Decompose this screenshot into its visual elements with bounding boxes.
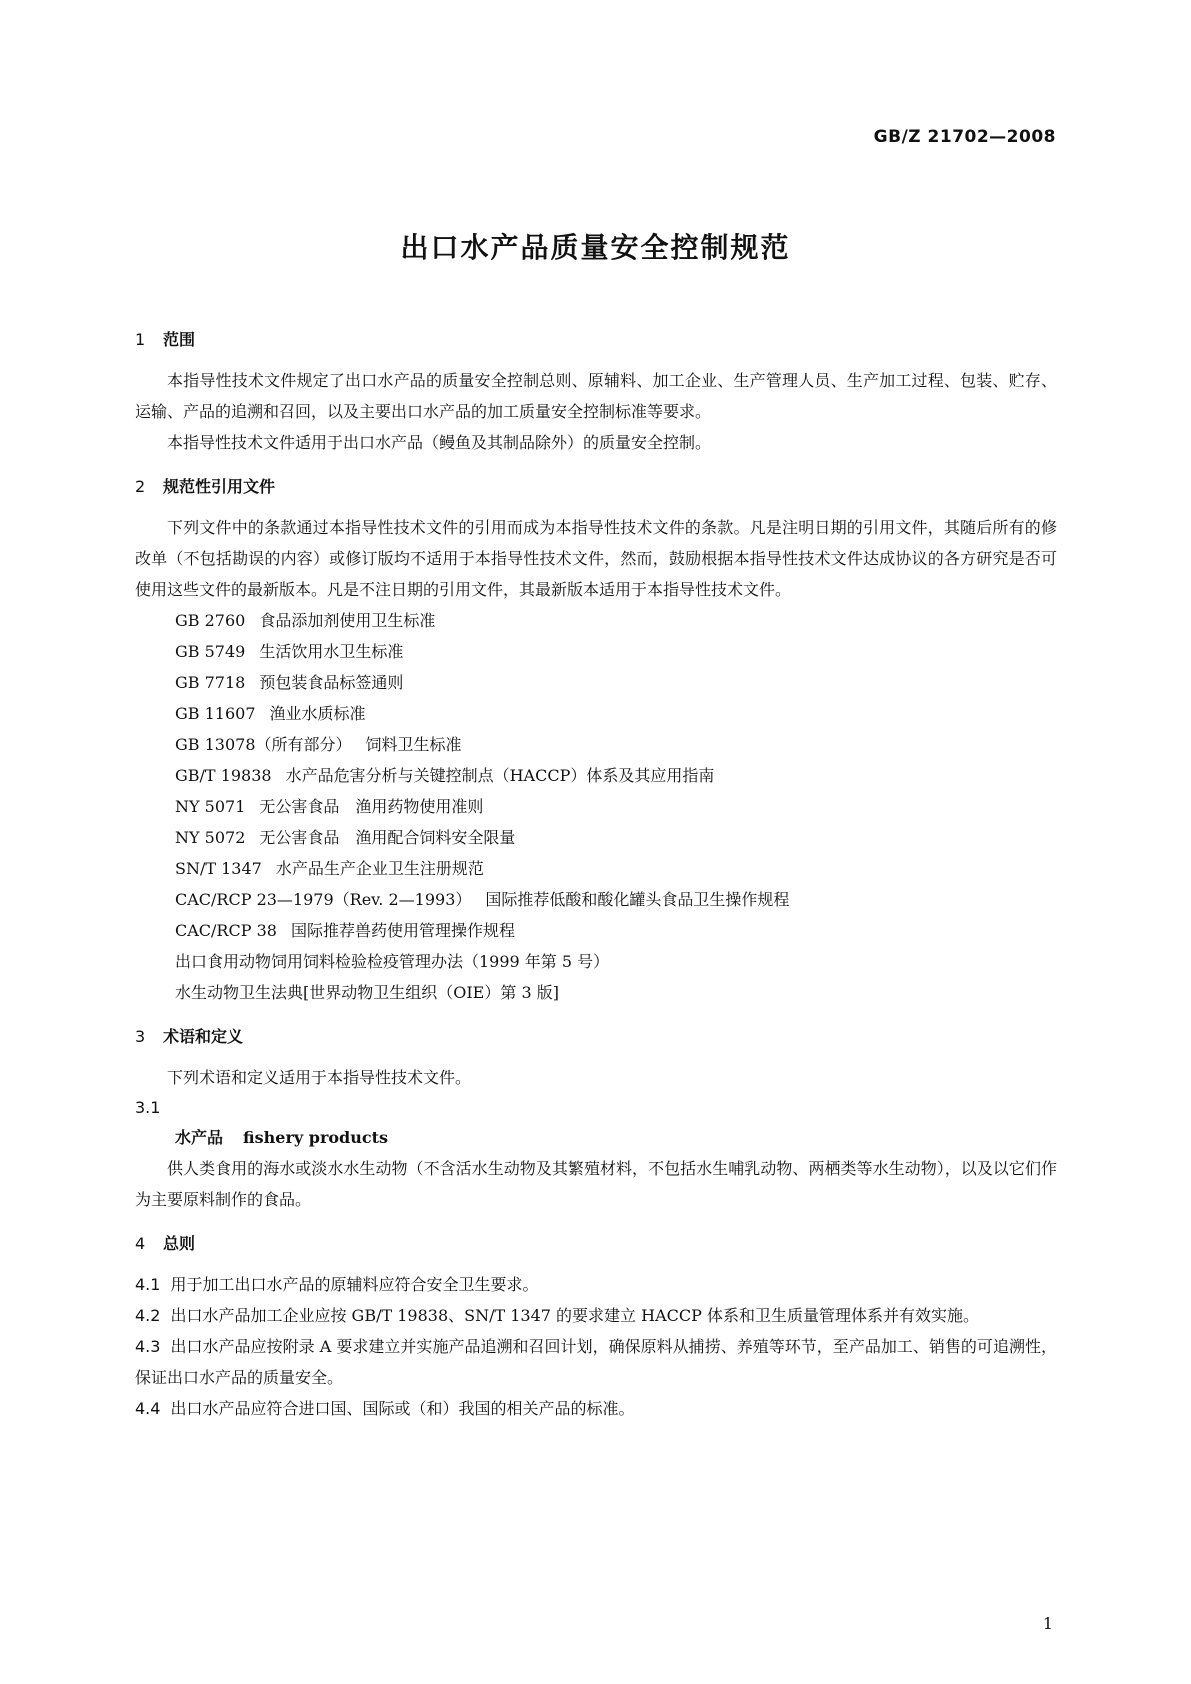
clause-text: 出口水产品应按附录 A 要求建立并实施产品追溯和召回计划，确保原料从捕捞、养殖等环节，至产品加工、销售的可追溯性，保证出口水产品的质量安全。 (135, 1337, 1057, 1387)
reference-item (175, 791, 1057, 822)
subsection-number: 3.1 (135, 1098, 161, 1117)
section-1-heading (135, 325, 1057, 355)
clause-4-2 (135, 1300, 1057, 1331)
section-1-paragraph-1: 本指导性技术文件规定了出口水产品的质量安全控制总则、原辅料、加工企业、生产管理人员、生产加工过程、包装、贮存、运输、产品的追溯和召回，以及主要出口水产品的加工质量安全控制标准等要求。 (135, 371, 1057, 421)
reference-item (175, 760, 1057, 791)
reference-code: GB/T 19838 (175, 766, 272, 785)
document-body (135, 325, 1057, 1424)
standard-code: GB/Z 21702—2008 (873, 127, 1056, 147)
reference-code: NY 5072 (175, 828, 246, 847)
reference-code: GB 5749 (175, 642, 246, 661)
section-1-paragraph-2: 本指导性技术文件适用于出口水产品（鳗鱼及其制品除外）的质量安全控制。 (167, 433, 712, 452)
clause-number: 4.3 (135, 1337, 161, 1356)
reference-code: SN/T 1347 (175, 859, 262, 878)
reference-code: GB 7718 (175, 673, 246, 692)
section-2-heading (135, 472, 1057, 502)
reference-item (175, 636, 1057, 667)
reference-code: CAC/RCP 38 (175, 921, 277, 940)
section-title: 范围 (163, 330, 196, 349)
reference-item (175, 853, 1057, 884)
clause-4-4 (135, 1393, 1057, 1424)
reference-item (175, 915, 1057, 946)
section-number: 1 (135, 330, 146, 349)
document-title: 出口水产品质量安全控制规范 (400, 231, 791, 264)
reference-name: 水产品生产企业卫生注册规范 (275, 859, 484, 878)
reference-code: 水生动物卫生法典[世界动物卫生组织（OIE）第 3 版] (175, 983, 559, 1002)
section-number: 3 (135, 1027, 146, 1046)
reference-name: 水产品危害分析与关键控制点（HACCP）体系及其应用指南 (285, 766, 715, 785)
section-number: 2 (135, 477, 146, 496)
reference-item (175, 605, 1057, 636)
term-entry (135, 1123, 1057, 1153)
reference-list (135, 605, 1057, 1008)
section-3-paragraph-1: 下列术语和定义适用于本指导性技术文件。 (167, 1068, 472, 1087)
section-4-heading (135, 1229, 1057, 1259)
reference-code: 出口食用动物饲用饲料检验检疫管理办法（1999 年第 5 号） (175, 952, 610, 971)
reference-name: 国际推荐低酸和酸化罐头食品卫生操作规程 (485, 890, 790, 909)
reference-item (175, 698, 1057, 729)
section-2-paragraph-1: 下列文件中的条款通过本指导性技术文件的引用而成为本指导性技术文件的条款。凡是注明日期的引用文件，其随后所有的修改单（不包括勘误的内容）或修订版均不适用于本指导性技术文件，然而，鼓励根据本指导性技术文件达成协议的各方研究是否可使用这些文件的最新版本。凡是不注日期的引用文件，其最新版本适用于本指导性技术文件。 (135, 518, 1057, 599)
reference-code: GB 13078（所有部分） (175, 735, 352, 754)
reference-item (175, 822, 1057, 853)
reference-code: GB 2760 (175, 611, 246, 630)
reference-item (175, 946, 1057, 977)
page-number: 1 (1042, 1614, 1053, 1633)
clause-number: 4.2 (135, 1306, 161, 1325)
reference-item (175, 977, 1057, 1008)
reference-name: 无公害食品 渔用药物使用准则 (259, 797, 484, 816)
term-chinese: 水产品 (175, 1128, 224, 1147)
reference-name: 生活饮用水卫生标准 (259, 642, 404, 661)
reference-name: 渔业水质标准 (269, 704, 366, 723)
clause-number: 4.4 (135, 1399, 161, 1418)
reference-name: 饲料卫生标准 (365, 735, 462, 754)
section-title: 规范性引用文件 (163, 477, 276, 496)
clause-text: 出口水产品应符合进口国、国际或（和）我国的相关产品的标准。 (170, 1399, 635, 1418)
section-title: 总则 (163, 1234, 196, 1253)
section-title: 术语和定义 (163, 1027, 244, 1046)
reference-item (175, 884, 1057, 915)
section-number: 4 (135, 1234, 146, 1253)
reference-name: 国际推荐兽药使用管理操作规程 (290, 921, 515, 940)
clause-text: 出口水产品加工企业应按 GB/T 19838、SN/T 1347 的要求建立 HACCP 体系和卫生质量管理体系并有效实施。 (170, 1306, 979, 1325)
term-english: fishery products (243, 1128, 389, 1147)
reference-item (175, 667, 1057, 698)
reference-name: 食品添加剂使用卫生标准 (259, 611, 436, 630)
term-definition: 供人类食用的海水或淡水水生动物（不含活水生动物及其繁殖材料，不包括水生哺乳动物、两栖类等水生动物），以及以它们作为主要原料制作的食品。 (135, 1159, 1057, 1209)
clause-text: 用于加工出口水产品的原辅料应符合安全卫生要求。 (170, 1275, 539, 1294)
clause-number: 4.1 (135, 1275, 161, 1294)
reference-code: CAC/RCP 23—1979（Rev. 2—1993） (175, 890, 472, 909)
clause-4-1 (135, 1269, 1057, 1300)
clause-4-3 (135, 1331, 1057, 1393)
reference-item (175, 729, 1057, 760)
reference-code: GB 11607 (175, 704, 256, 723)
section-3-heading (135, 1022, 1057, 1052)
reference-name: 预包装食品标签通则 (259, 673, 404, 692)
reference-name: 无公害食品 渔用配合饲料安全限量 (259, 828, 516, 847)
reference-code: NY 5071 (175, 797, 246, 816)
